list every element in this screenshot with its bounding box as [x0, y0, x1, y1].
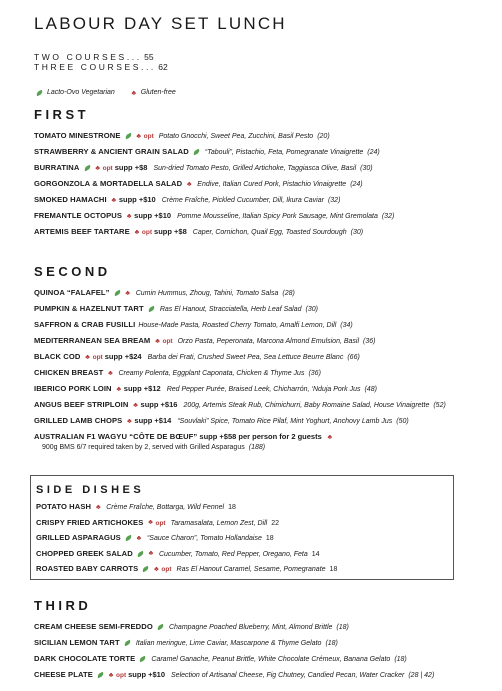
leaf-icon: [124, 535, 132, 542]
leaf-icon: [136, 550, 144, 557]
opt-text: opt: [155, 519, 166, 527]
name-text: POTATO HASH: [36, 502, 92, 511]
side-item: [36, 533, 448, 549]
menu-item: [34, 336, 474, 352]
name-text: CREAM CHEESE SEMI-FREDDO: [34, 622, 153, 631]
supp-text: supp +$24: [104, 352, 142, 361]
menu-item: [34, 179, 474, 195]
leaf-icon: [124, 133, 132, 140]
desc-text: “Souvlaki” Spice, Tomato Rice Pilaf, Mint Yoghurt, Anchovy Lamb Jus: [177, 418, 393, 425]
name-text: CHOPPED GREEK SALAD: [36, 548, 133, 558]
supp-text: supp +$16: [140, 400, 178, 409]
menu-item-wagyu: [34, 432, 474, 443]
menu-item: [34, 670, 474, 686]
price-text: (18): [336, 624, 349, 631]
price-text: 14: [311, 550, 320, 558]
gluten-free-icon: ♣: [126, 212, 132, 220]
gluten-free-icon: ♣: [131, 89, 137, 97]
gluten-free-icon: ♣: [95, 503, 101, 511]
opt-text: opt: [102, 165, 113, 172]
menu-item: [34, 352, 474, 368]
price-text: (18): [325, 640, 338, 647]
desc-text: Taramasalata, Lemon Zest, Dill: [170, 519, 268, 527]
price-text: (30): [360, 165, 373, 172]
price-text: (24): [350, 181, 363, 188]
price-text: (36): [363, 338, 376, 345]
gluten-free-icon: ♣: [133, 401, 138, 409]
gluten-free-icon: ♣: [327, 433, 333, 441]
leaf-icon: [147, 306, 155, 313]
supp-text: supp +$14: [134, 416, 172, 425]
side-item: [36, 518, 448, 534]
menu-item: [34, 304, 474, 320]
price-text: (32): [327, 197, 341, 204]
desc-text: Potato Gnocchi, Sweet Pea, Zucchini, Basil Pesto: [158, 133, 314, 140]
menu-item: [34, 368, 474, 384]
price-text: (30): [350, 229, 364, 236]
name-text: QUINOA “FALAFEL”: [34, 288, 110, 297]
gluten-free-icon: ♣: [186, 180, 192, 188]
gluten-free-icon: ♣: [108, 671, 114, 679]
menu-item: [34, 400, 474, 416]
section-title: FIRST: [34, 107, 90, 122]
desc-text: Crème Fraîche, Bottarga, Wild Fennel: [106, 504, 225, 511]
dietary-legend: [34, 88, 474, 98]
leaf-icon: [192, 149, 200, 156]
menu-item: [34, 638, 474, 654]
supp-text: supp +$58 per person for 2 guests: [199, 432, 322, 441]
course-pricing: [34, 52, 474, 72]
gluten-free-icon: ♣: [85, 353, 90, 361]
gluten-free-icon: ♣: [95, 164, 100, 172]
desc-text: Champagne Poached Blueberry, Mint, Almond Brittle: [168, 624, 333, 631]
desc-text: Ras El Hanout Caramel, Sesame, Pomegranate: [176, 566, 326, 573]
desc-text: 200g, Artemis Steak Rub, Chimichurri, Baby Romaine Salad, House Vinaigrette: [183, 402, 430, 409]
name-text: CHEESE PLATE: [34, 670, 93, 679]
desc-text: Red Pepper Purée, Braised Leek, Chicharrón, ‘Nduja Pork Jus: [166, 386, 361, 393]
leaf-icon: [96, 672, 104, 679]
opt-text: opt: [92, 354, 103, 361]
supp-text: supp +$10: [118, 195, 156, 204]
price-text: (52): [433, 402, 446, 409]
label-text: TWO COURSES...: [34, 52, 142, 62]
gluten-free-text: Gluten-free: [140, 89, 176, 96]
section-title: SIDE DISHES: [36, 484, 145, 496]
supp-text: supp +$12: [123, 384, 161, 393]
price-text: (18): [394, 656, 407, 663]
desc-text: “Sauce Charon”, Tomato Hollandaise: [146, 535, 262, 542]
pricing-three-courses: [34, 62, 474, 72]
price-text: (20): [317, 133, 330, 140]
name-text: SMOKED HAMACHI: [34, 195, 107, 204]
desc-text: Selection of Artisanal Cheese, Fig Chutney, Candied Pecan, Water Cracker: [171, 672, 405, 679]
gluten-free-icon: ♣: [127, 417, 132, 425]
price-text: (30): [305, 306, 318, 313]
menu-item: [34, 131, 474, 147]
price-text: (34): [340, 322, 353, 329]
name-text: ARTEMIS BEEF TARTARE: [34, 227, 130, 236]
opt-text: opt: [162, 338, 173, 345]
menu-item: [34, 384, 474, 400]
name-text: GORGONZOLA & MORTADELLA SALAD: [34, 179, 183, 188]
gluten-free-icon: ♣: [148, 519, 153, 526]
price-text: 62: [158, 62, 168, 72]
section-first: [34, 106, 474, 243]
side-item: [36, 502, 448, 518]
menu-item: [34, 416, 474, 432]
menu-item: [34, 147, 474, 163]
desc-text: House-Made Pasta, Roasted Cherry Tomato, Amalfi Lemon, Dill: [138, 322, 337, 329]
price-text: (48): [364, 386, 377, 393]
name-text: STRAWBERRY & ANCIENT GRAIN SALAD: [34, 147, 189, 156]
leaf-icon: [156, 624, 164, 631]
desc-text: Caramel Ganache, Peanut Brittle, White Chocolate Crémeux, Banana Gelato: [151, 656, 391, 663]
desc-text: Orzo Pasta, Peperonata, Marcona Almond Emulsion, Basil: [177, 338, 360, 345]
desc-text: Crème Fraîche, Pickled Cucumber, Dill, Ikura Caviar: [161, 197, 324, 204]
gluten-free-icon: ♣: [116, 385, 122, 393]
leaf-icon: [123, 640, 131, 647]
desc-text: “Tabouli”, Pistachio, Feta, Pomegranate Vinaigrette: [204, 149, 364, 156]
name-text: TOMATO MINESTRONE: [34, 131, 121, 140]
name-text: ANGUS BEEF STRIPLOIN: [34, 400, 129, 409]
name-text: IBERICO PORK LOIN: [34, 384, 112, 393]
vegetarian-text: Lacto-Ovo Vegetarian: [46, 89, 115, 96]
supp-text: supp +$8: [114, 163, 148, 172]
desc-text: Sun-dried Tomato Pesto, Grilled Artichoke, Taggiasca Olive, Basil: [153, 165, 357, 172]
price-text: (28): [282, 290, 295, 297]
opt-text: opt: [116, 672, 127, 679]
supp-text: supp +$10: [128, 670, 166, 679]
name-text: BURRATINA: [34, 163, 80, 172]
price-text: 18: [329, 566, 338, 573]
name-text: ROASTED BABY CARROTS: [36, 564, 139, 573]
price-text: (36): [308, 370, 321, 377]
name-text: GRILLED ASPARAGUS: [36, 533, 121, 542]
supp-text: supp +$8: [154, 227, 187, 236]
name-text: PUMPKIN & HAZELNUT TART: [34, 304, 144, 313]
price-text: (28 | 42): [408, 672, 435, 679]
desc-text: Pomme Mousseline, Italian Spicy Pork Sausage, Mint Gremolata: [177, 213, 378, 220]
leaf-icon: [139, 656, 147, 663]
price-text: (188): [248, 444, 266, 451]
menu-item: [34, 654, 474, 670]
price-text: (32): [381, 213, 395, 220]
opt-text: opt: [141, 229, 153, 236]
name-text: SAFFRON & CRAB FUSILLI: [34, 320, 136, 329]
name-text: CRISPY FRIED ARTICHOKES: [36, 517, 144, 527]
menu-item: [34, 227, 474, 243]
gluten-free-icon: ♣: [136, 132, 141, 140]
gluten-free-icon: ♣: [134, 228, 140, 236]
menu-item: [34, 195, 474, 211]
side-item: [36, 549, 448, 565]
desc-text: Cumin Hummus, Zhoug, Tahini, Tomato Salsa: [135, 290, 279, 297]
gluten-free-icon: ♣: [155, 337, 160, 345]
price-text: 22: [271, 519, 280, 527]
desc-text: Creamy Polenta, Eggplant Caponata, Chicken & Thyme Jus: [118, 370, 305, 377]
section-title: THIRD: [34, 598, 92, 613]
desc-text: Ras El Hanout, Stracciatella, Herb Leaf Salad: [159, 306, 302, 313]
gluten-free-icon: ♣: [154, 565, 159, 573]
leaf-icon: [113, 290, 121, 297]
name-text: FREMANTLE OCTOPUS: [34, 211, 123, 220]
leaf-icon: [35, 90, 43, 97]
gluten-free-icon: ♣: [125, 289, 130, 297]
menu-item: [34, 622, 474, 638]
side-item: [36, 564, 448, 580]
gluten-free-icon: ♣: [108, 369, 113, 377]
desc-text: Barba dei Frati, Crushed Sweet Pea, Sea Lettuce Beurre Blanc: [147, 354, 344, 361]
price-text: (24): [367, 149, 380, 156]
desc-text: Italian meringue, Lime Caviar, Mascarpone & Thyme Gelato: [135, 640, 322, 647]
gluten-free-icon: ♣: [136, 534, 142, 542]
name-text: GRILLED LAMB CHOPS: [34, 416, 123, 425]
section-third: [34, 597, 474, 686]
gluten-free-icon: ♣: [111, 196, 117, 204]
desc-text: Caper, Cornichon, Quail Egg, Toasted Sourdough: [192, 229, 347, 236]
menu-item: [34, 211, 474, 227]
name-text: AUSTRALIAN F1 WAGYU “CÔTE DE BŒUF”: [34, 432, 198, 441]
leaf-icon: [83, 165, 91, 172]
name-text: DARK CHOCOLATE TORTE: [34, 654, 136, 663]
label-text: THREE COURSES...: [34, 62, 156, 72]
name-text: SICILIAN LEMON TART: [34, 638, 120, 647]
menu-item: [34, 163, 474, 179]
wagyu-note: [42, 443, 474, 452]
section-title: SECOND: [34, 264, 111, 279]
menu-item: [34, 288, 474, 304]
price-text: (66): [347, 354, 360, 361]
menu-item: [34, 320, 474, 336]
opt-text: opt: [143, 133, 154, 140]
desc-text: Endive, Italian Cured Pork, Pistachio Vinaigrette: [197, 181, 347, 188]
note-text: 900g BMS 6/7 required taken by 2, served with Grilled Asparagus: [42, 444, 245, 451]
name-text: BLACK COD: [34, 352, 81, 361]
opt-text: opt: [161, 566, 172, 573]
leaf-icon: [142, 566, 150, 573]
price-text: 18: [228, 504, 236, 511]
menu-title: LABOUR DAY SET LUNCH: [34, 14, 287, 33]
gluten-free-icon: ♣: [148, 550, 154, 557]
name-text: MEDITERRANEAN SEA BREAM: [34, 336, 151, 345]
side-dishes-box: [30, 475, 454, 580]
price-text: (50): [396, 418, 409, 425]
price-text: 18: [265, 535, 274, 542]
section-second: [34, 263, 474, 452]
supp-text: supp +$10: [134, 211, 172, 220]
pricing-two-courses: [34, 52, 474, 62]
name-text: CHICKEN BREAST: [34, 368, 104, 377]
desc-text: Cucumber, Tomato, Red Pepper, Oregano, Feta: [158, 550, 308, 558]
price-text: 55: [144, 52, 154, 62]
